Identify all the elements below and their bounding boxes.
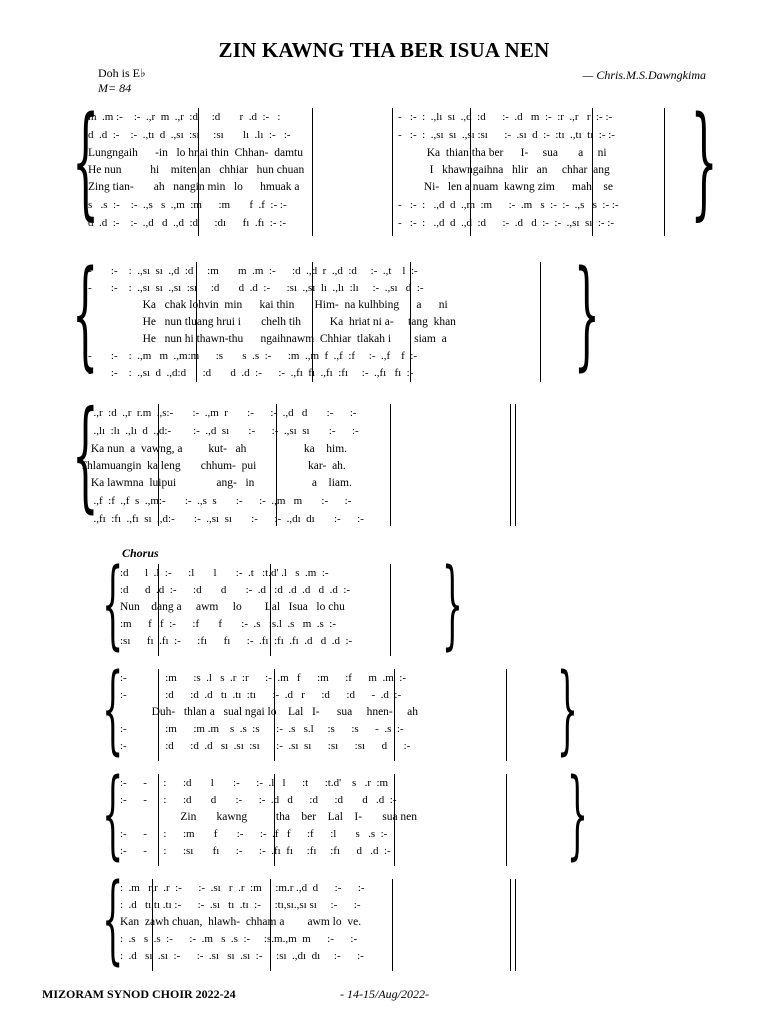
lyric-verse-2: I khawngaihna hlir an chhar ang [398,164,610,176]
tenor-line: :- - : :m f :- :- .f f :f :l s .s :- [120,828,388,840]
lyric-verse-3: Ka lawmna luipui ang- in a liam. [88,477,352,489]
alto-line: :d d .d :- :d d :- .d :d .d .d d .d :- [120,584,351,596]
tenor-line: : .s s .s :- :- .m s .s :- :s.m.,m m :- :- [120,933,358,945]
soprano-line: - :- : .,lı sı .,d :d :- .d m :- :r .,r r :- :- [398,111,613,123]
alto-line: - :- : .,sı sı .,sı :sı :- .sı d :- :tı .,tı tı :- :- [398,129,615,141]
bass-line: .,fı :fı .,fı sı .,d:- :- .,sı sı :- :- .,dı dı :- :- [88,513,364,525]
lyric-verse-3: He nun hi thawn-thu ngaihnawm Chhiar tlakah i siam a [88,333,447,345]
system-7 [102,863,530,975]
lyric-verse-1: Ka nun a vawng, a kut- ah ka him. [88,443,348,455]
system-brace-left: { [72,386,99,525]
bass-line: :- - : :sı fı :- :- .fı fı :fı :fı d .d :- [120,845,391,857]
lyric-verse-2: He nun hi miten an chhiar hun chuan [88,164,305,176]
lyric-verse-1: Ka chak lohvin min kai thin Him- na kulhbing a ni [88,299,448,311]
tenor-line: :- :m :m .m s .s :s :- .s s.l :s :s - .s :- [120,723,404,735]
soprano-line: :d l .l :- :l l :- .t :t.d' .l s .m :- [120,567,329,579]
date-footer: - 14-15/Aug/2022- [340,987,429,1001]
system-brace-left: { [102,863,124,975]
bass-line: d .d :- :- .,d d .,d :d :dı fı .fı :- :- [88,217,286,229]
lyric-verse-1: Lungngaih -in lo hnai thin Chhan- damtu [88,147,303,159]
system-6 [102,758,588,870]
lyric-verse-3: Ni- len a nuam kawng zim mah se [398,181,613,193]
system-brace-left: { [102,758,124,870]
key-signature: Doh is E♭ [98,66,146,80]
system-brace-right: } [441,548,463,660]
barline [312,108,313,236]
alto-line: :- :d :d .d tı .tı :tı :- .d r :d :d - .d :- [120,689,402,701]
lyric-chorus: Zin kawng tha ber Lal I- sua nen [120,811,418,823]
song-title: ZIN KAWNG THA BER ISUA NEN [218,38,550,62]
barline [390,564,391,656]
soprano-line: :- :m :s .l s .r :r :- .m f :m :f m .m :- [120,672,406,684]
barline [506,669,507,761]
system-brace-right: } [573,244,600,382]
bass-line: - :- : .,d d .,d :d :- .d d :- :- .,sı sı :- :- [398,217,615,229]
tenor-line: :m f .f :- :f f :- .s :s.l .s m .s :- [120,618,337,630]
alto-line: : .d tı,tı .tı :- :- .sı tı .tı :- :tı,sı.,sı sı :- :- [120,899,361,911]
alto-line: :- - : :d d :- :- .d d :d :d d .d :- [120,794,397,806]
system-brace-left: { [72,244,99,382]
bass-line: :sı fı .fı :- :fı fı :- .fı :fı .fı .d d .d :- [120,635,353,647]
lyric-chorus: Nun dang a awm lo Lal Isua lo chu [120,601,345,613]
system-brace-right: } [556,653,578,765]
chorus-heading: Chorus [122,546,159,560]
barline [392,879,393,971]
lyric-chorus: Kan zawh chuan, hlawh- chham a awm lo ve. [120,916,362,928]
soprano-line: .,r :d .,r r.m .,s:- :- .,m r :- :- .,d d :- :- [88,407,357,419]
bass-line: :- :d :d .d sı .sı :sı :- .sı sı :sı :sı d :- [120,740,411,752]
barline [664,108,665,236]
system-brace-right: } [566,758,588,870]
system-2 [72,244,600,386]
barline [540,262,541,382]
barline [392,108,393,236]
tenor-line: - :- : .,d d .,m :m :- .m s :- :- .,s s :- :- [398,199,619,211]
alto-line: d .d :- :- .,tı d .,sı :sı :sı lı .lı :- :- [88,129,291,141]
system-1 [72,90,718,240]
tenor-line: - :- : .,m m .,m:m :s s .s :- :m .,m f .,f :f :- .,f f :- [88,350,418,362]
system-brace-right: } [690,90,718,232]
final-double-barline [510,879,516,971]
final-double-barline [510,404,516,526]
alto-line: .,lı :lı .,lı d .,d:- :- .,d sı :- :- .,sı sı :- :- [88,425,359,437]
tempo-marking: M= 84 [98,81,132,95]
lyric-verse-2: Thlamuangin ka leng chhum- pui kar- ah. [80,460,346,472]
soprano-line: :- - : :d l :- :- .l l :t :t.d' s .r :m [120,777,389,789]
choir-footer: MIZORAM SYNOD CHOIR 2022-24 [42,987,236,1001]
lyric-verse-1: Ka thian tha ber I- sua a ni [398,147,607,159]
lyric-verse-3: Zing tian- ah nangin min lo hmuak a [88,181,300,193]
bass-line: - :- : .,sı d .,d:d :d d .d :- :- .,fı fı .,fı :fı :- .,fı fı :- [88,367,414,379]
system-brace-left: { [102,548,124,660]
alto-line: - :- : .,sı sı .,sı :sı :d d .d :- :sı .,sı lı .,lı :lı :- .,sı d :- [88,282,424,294]
barline [506,774,507,866]
barline [390,404,391,526]
system-brace-left: { [72,90,100,232]
system-brace-left: { [102,653,124,765]
tenor-line: s .s :- :- .,s s .,m :m :m f .f :- :- [88,199,287,211]
tenor-line: .,f :f .,f s .,m:- :- .,s s :- :- .,m m :- :- [88,495,352,507]
lyric-verse-2: He nun tluang hrui i chelh tih Ka hriat ni a- tang khan [88,316,456,328]
bass-line: : .d sı .sı :- :- .sı sı .sı :- :sı .,dı dı :- :- [120,950,364,962]
soprano-line: : .m r,r .r :- :- .sı r .r :m :m.r .,d d :- :- [120,882,365,894]
soprano-line: - :- : .,sı sı .,d :d :m m .m :- :d .,d r .,d :d :- .,t l :- [88,265,418,277]
soprano-line: m .m :- :- .,r m .,r :d :d r .d :- : [88,111,281,123]
composer-credit: — Chris.M.S.Dawngkima [582,68,706,82]
lyric-chorus: Duh- thlan a sual ngai lo Lal I- sua hnen- ah [120,706,418,718]
system-5 [102,653,578,765]
system-3 [72,386,520,530]
